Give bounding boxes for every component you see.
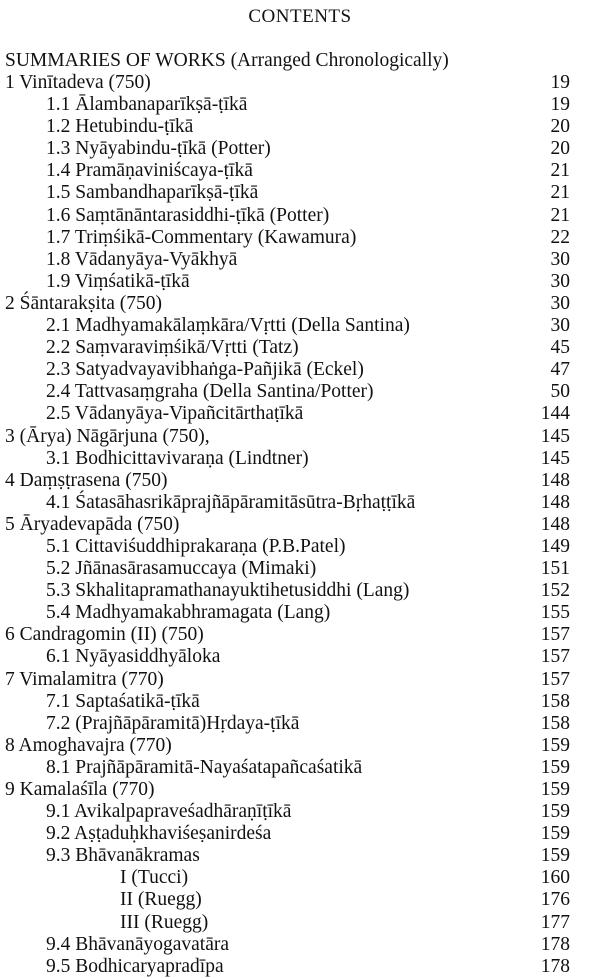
toc-entry-title: I (Tucci) bbox=[120, 867, 189, 889]
toc-entry bbox=[0, 293, 600, 315]
toc-entry-title: 2.1 Madhyamakālaṃkāra/Vṛtti (Della Santina) bbox=[46, 315, 410, 337]
toc-entry-title: 5.1 Cittaviśuddhiprakaraṇa (P.B.Patel) bbox=[46, 535, 346, 557]
toc-entry bbox=[0, 315, 600, 337]
toc-entry-title: 2.2 Saṃvaraviṃśikā/Vṛtti (Tatz) bbox=[46, 337, 299, 359]
toc-entry-page: 45 bbox=[550, 337, 570, 359]
toc-entry bbox=[0, 426, 600, 448]
toc-entry-title: 6 Candragomin (II) (750) bbox=[5, 624, 204, 646]
toc-entry-page: 159 bbox=[540, 801, 570, 823]
toc-entry-title: 9.4 Bhāvanāyogavatāra bbox=[46, 933, 230, 955]
toc-entry-page: 178 bbox=[540, 955, 570, 977]
toc-entry bbox=[0, 889, 600, 911]
toc-entry-title: 1.4 Pramāṇaviniścaya-ṭīkā bbox=[46, 160, 253, 182]
toc-entry-page: 145 bbox=[540, 447, 570, 469]
toc-entry-title: 6.1 Nyāyasiddhyāloka bbox=[46, 646, 221, 668]
toc-entry bbox=[0, 669, 600, 691]
toc-entry bbox=[0, 381, 600, 403]
toc-entry bbox=[0, 602, 600, 624]
toc-entry-title: 9.5 Bodhicaryapradīpa bbox=[46, 955, 224, 977]
toc-entry-page: 151 bbox=[540, 558, 570, 580]
toc-entry-title: 1 Vinītadeva (750) bbox=[5, 72, 151, 93]
toc-entry-page: 19 bbox=[550, 94, 570, 116]
toc-entry bbox=[0, 691, 600, 713]
toc-entry-page: 158 bbox=[540, 712, 570, 734]
toc-entry-title: 1.1 Ālambanaparīkṣā-ṭīkā bbox=[46, 94, 248, 116]
toc-entry bbox=[0, 801, 600, 823]
toc-entry-title: 4.1 Śatasāhasrikāprajñāpāramitāsūtra-Bṛhaṭṭīkā bbox=[46, 491, 416, 513]
toc-entry bbox=[0, 867, 600, 889]
toc-entry-page: 152 bbox=[540, 580, 570, 602]
toc-entry-page: 50 bbox=[550, 381, 570, 403]
toc-entry-page: 148 bbox=[540, 491, 570, 513]
toc-entry-page: 159 bbox=[540, 845, 570, 867]
toc-list bbox=[0, 72, 600, 978]
toc-entry-title: 8.1 Prajñāpāramitā-Nayaśatapañcaśatikā bbox=[46, 756, 363, 778]
toc-entry-page: 20 bbox=[550, 116, 570, 138]
toc-entry-title: 1.5 Sambandhaparīkṣā-ṭīkā bbox=[46, 182, 259, 204]
toc-entry-title: 1.7 Triṃśikā-Commentary (Kawamura) bbox=[46, 226, 357, 248]
toc-entry-page: 144 bbox=[540, 403, 570, 425]
toc-entry-page: 158 bbox=[540, 690, 570, 712]
toc-entry bbox=[0, 271, 600, 293]
section-title: SUMMARIES OF WORKS (Arranged Chronologically) bbox=[5, 50, 449, 71]
toc-entry-title: 1.8 Vādanyāya-Vyākhyā bbox=[46, 248, 238, 270]
toc-entry-title: 3.1 Bodhicittavivaraṇa (Lindtner) bbox=[46, 447, 309, 469]
toc-entry bbox=[0, 72, 600, 94]
toc-entry bbox=[0, 735, 600, 757]
toc-entry-page: 157 bbox=[540, 646, 570, 668]
toc-entry bbox=[0, 934, 600, 956]
toc-entry-page: 30 bbox=[550, 270, 570, 292]
toc-entry bbox=[0, 249, 600, 271]
toc-entry bbox=[0, 138, 600, 160]
toc-entry bbox=[0, 160, 600, 182]
toc-entry-page: 159 bbox=[540, 779, 570, 800]
toc-entry-page: 159 bbox=[540, 823, 570, 845]
toc-entry-title: 2.3 Satyadvayavibhaṅga-Pañjikā (Eckel) bbox=[46, 359, 364, 381]
toc-entry-title: 1.2 Hetubindu-ṭīkā bbox=[46, 116, 194, 138]
toc-entry bbox=[0, 713, 600, 735]
toc-entry-title: 1.6 Saṃtānāntarasiddhi-ṭīkā (Potter) bbox=[46, 204, 330, 226]
toc-entry-page: 21 bbox=[550, 182, 570, 204]
page-heading: CONTENTS bbox=[248, 6, 352, 27]
toc-entry bbox=[0, 94, 600, 116]
toc-entry-title: 9.2 Aṣṭaduḥkhaviśeṣanirdeśa bbox=[46, 823, 272, 845]
toc-entry-page: 149 bbox=[540, 535, 570, 557]
toc-entry-page: 20 bbox=[550, 138, 570, 160]
toc-entry-page: 176 bbox=[540, 889, 570, 911]
toc-entry-page: 22 bbox=[550, 226, 570, 248]
toc-entry-title: 3 (Ārya) Nāgārjuna (750), bbox=[5, 425, 210, 447]
toc-entry-title: 2.5 Vādanyāya-Vipañcitārthaṭīkā bbox=[46, 403, 304, 425]
toc-entry bbox=[0, 182, 600, 204]
toc-entry-page: 157 bbox=[540, 624, 570, 646]
toc-entry-page: 30 bbox=[550, 248, 570, 270]
toc-entry bbox=[0, 536, 600, 558]
toc-entry-page: 155 bbox=[540, 602, 570, 624]
toc-entry bbox=[0, 823, 600, 845]
toc-entry-page: 159 bbox=[540, 756, 570, 778]
toc-entry-page: 145 bbox=[540, 425, 570, 447]
toc-entry bbox=[0, 470, 600, 492]
toc-entry-page: 30 bbox=[550, 315, 570, 337]
toc-entry bbox=[0, 448, 600, 470]
toc-entry bbox=[0, 227, 600, 249]
toc-entry-page: 178 bbox=[540, 933, 570, 955]
toc-entry-page: 159 bbox=[540, 734, 570, 756]
toc-entry-title: 5.2 Jñānasārasamuccaya (Mimaki) bbox=[46, 558, 317, 580]
toc-entry bbox=[0, 514, 600, 536]
toc-entry-title: 9 Kamalaśīla (770) bbox=[5, 779, 155, 800]
toc-entry-title: 5.4 Madhyamakabhramagata (Lang) bbox=[46, 602, 331, 624]
toc-entry bbox=[0, 757, 600, 779]
toc-entry bbox=[0, 646, 600, 668]
toc-entry-page: 21 bbox=[550, 160, 570, 182]
toc-entry-page: 160 bbox=[540, 867, 570, 889]
toc-entry-page: 148 bbox=[540, 469, 570, 491]
toc-entry-title: 2.4 Tattvasaṃgraha (Della Santina/Potter) bbox=[46, 381, 374, 403]
toc-entry bbox=[0, 580, 600, 602]
toc-entry bbox=[0, 624, 600, 646]
toc-entry-title: 9.3 Bhāvanākramas bbox=[46, 845, 200, 867]
toc-entry bbox=[0, 337, 600, 359]
toc-entry-title: 7.2 (Prajñāpāramitā)Hṛdaya-ṭīkā bbox=[46, 712, 300, 734]
toc-entry bbox=[0, 205, 600, 227]
toc-entry-title: 7 Vimalamitra (770) bbox=[5, 668, 164, 690]
toc-entry-title: 5.3 Skhalitapramathanayuktihetusiddhi (Lang) bbox=[46, 580, 410, 602]
toc-entry bbox=[0, 359, 600, 381]
toc-entry-title: 7.1 Saptaśatikā-ṭīkā bbox=[46, 690, 200, 712]
toc-entry-title: 2 Śāntarakṣita (750) bbox=[5, 292, 163, 314]
toc-entry-title: 8 Amoghavajra (770) bbox=[5, 734, 172, 756]
toc-entry bbox=[0, 492, 600, 514]
toc-entry bbox=[0, 558, 600, 580]
toc-entry-page: 157 bbox=[540, 668, 570, 690]
toc-entry-page: 148 bbox=[540, 513, 570, 535]
toc-entry-page: 30 bbox=[550, 292, 570, 314]
toc-entry-page: 19 bbox=[550, 72, 570, 93]
toc-entry bbox=[0, 845, 600, 867]
toc-entry bbox=[0, 912, 600, 934]
toc-entry bbox=[0, 956, 600, 978]
toc-entry-title: 4 Daṃṣṭrasena (750) bbox=[5, 469, 168, 491]
toc-entry-title: 5 Āryadevapāda (750) bbox=[5, 513, 180, 535]
toc-entry bbox=[0, 403, 600, 425]
toc-entry-title: III (Ruegg) bbox=[120, 911, 209, 933]
toc-entry-page: 21 bbox=[550, 204, 570, 226]
toc-entry-title: 9.1 Avikalpapraveśadhāraṇīṭīkā bbox=[46, 801, 292, 823]
toc-entry-title: II (Ruegg) bbox=[120, 889, 202, 911]
toc-entry bbox=[0, 779, 600, 801]
toc-entry bbox=[0, 116, 600, 138]
toc-entry-title: 1.9 Viṃśatikā-ṭīkā bbox=[46, 270, 190, 292]
toc-entry-title: 1.3 Nyāyabindu-ṭīkā (Potter) bbox=[46, 138, 271, 160]
toc-entry-page: 47 bbox=[550, 359, 570, 381]
toc-entry-page: 177 bbox=[540, 911, 570, 933]
